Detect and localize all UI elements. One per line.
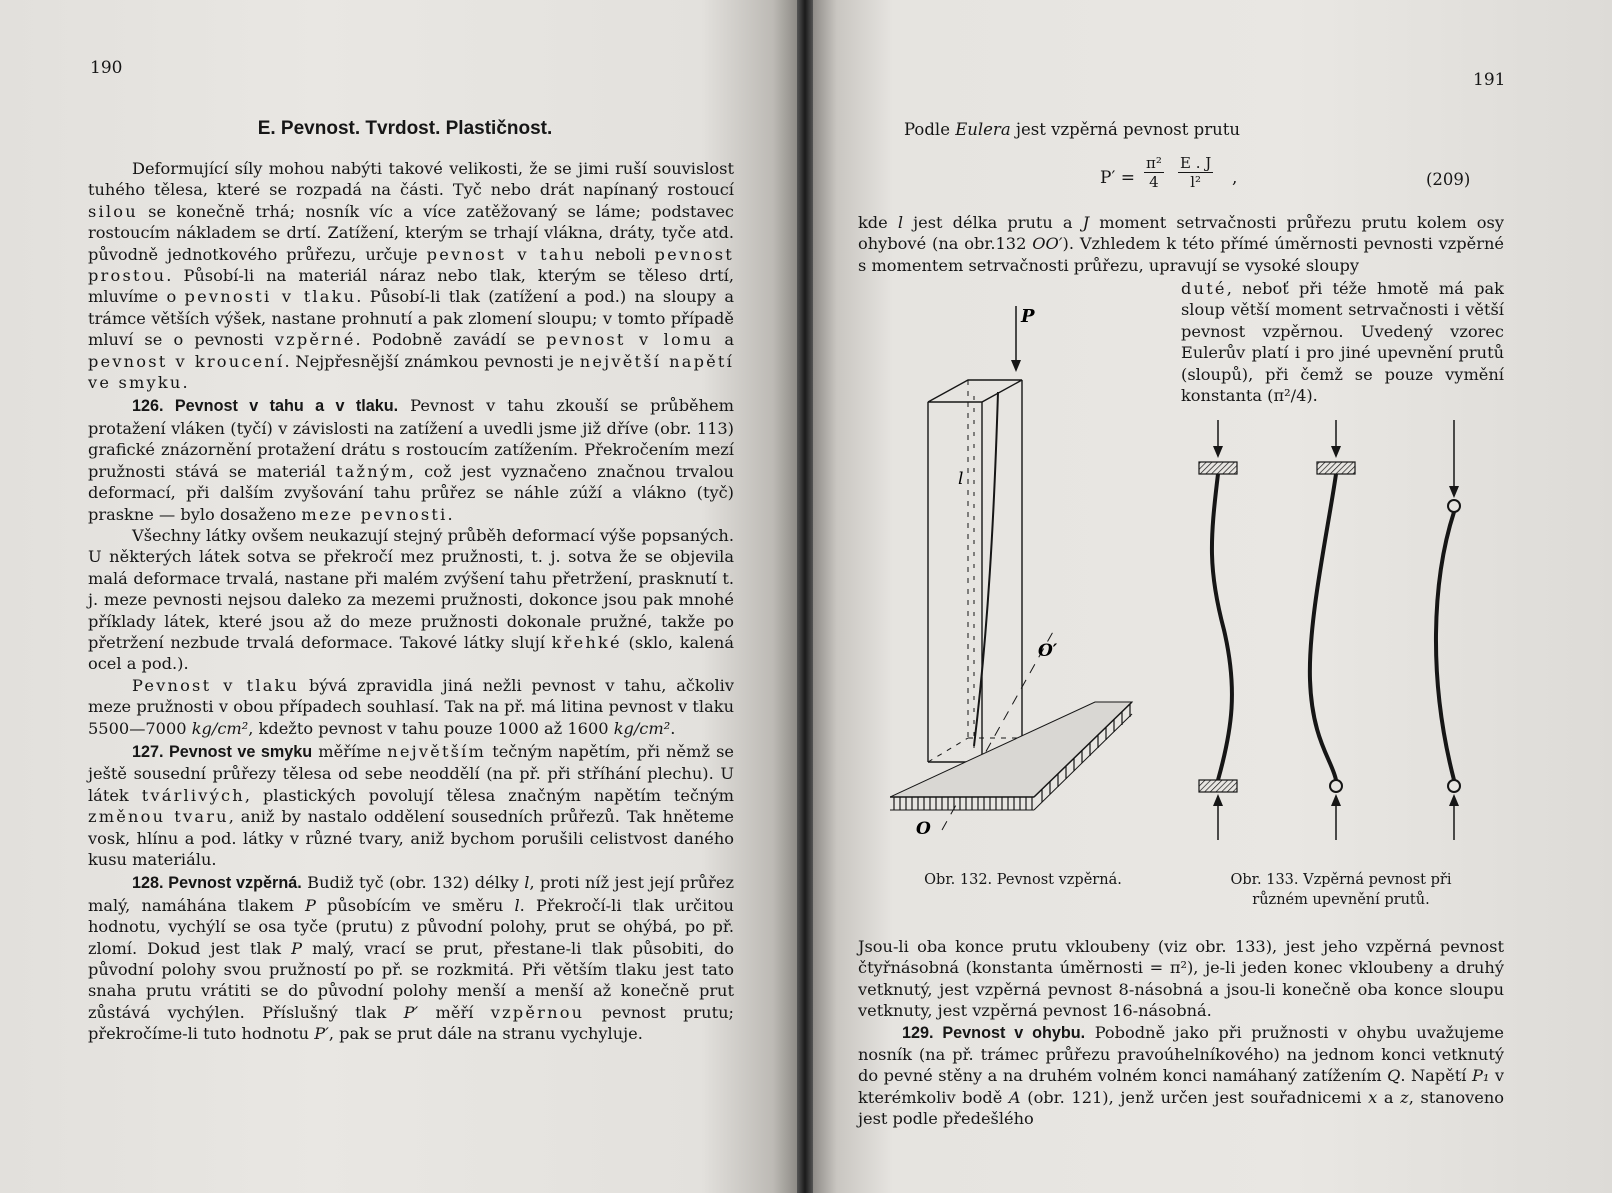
right-page-number: 191 <box>1473 70 1506 90</box>
book-gutter <box>797 0 813 1193</box>
caption-132: Obr. 132. Pevnost vzpěrná. <box>924 872 1122 888</box>
left-page-number: 190 <box>90 58 123 78</box>
section-127-paragraph: 127. Pevnost ve smyku měříme největším tečným napětím, při němž se ještě sousední průřezy tělesa od sebe neoddělí (na př. při stříhání plechu). U látek tvárlivých, plastických povolují tělesa značným napětím tečným změnou tvaru, aniž by nastalo oddělení sousedních průřezů. Tak hněteme vosk, hlínu a pod. látky v různé tvary, aniž bychom porušili celistvost daného kusu materiálu. <box>88 741 734 869</box>
formula-lhs: P′ = <box>1100 168 1135 188</box>
rod-fixed-fixed <box>1199 420 1237 840</box>
left-column <box>88 158 734 1045</box>
euler-intro: Podle Eulera jest vzpěrná pevnost prutu <box>904 120 1240 139</box>
paragraph-pevnost-v-tlaku: Pevnost v tlaku bývá zpravidla jiná nežli pevnost v tahu, ačkoliv meze pružnosti v obou případech souhlasí. Tak na př. má litina pevnost v tlaku 5500—7000 kg/cm², kdežto pevnost v tahu pouze 1000 až 1600 kg/cm². <box>88 675 734 738</box>
formula-fraction-2: $\frac{E . J}{\text{l²}}$ <box>1180 154 1212 191</box>
section-127-heading: 127. Pevnost ve smyku <box>132 742 313 761</box>
section-heading: E. Pevnost. Tvrdost. Plastičnost. <box>257 118 553 139</box>
label-l: l <box>958 469 964 489</box>
figure-133 <box>1180 420 1494 872</box>
caption-133: Obr. 133. Vzpěrná pevnost při různém upevnění prutů. <box>1230 872 1452 908</box>
formula-comma: , <box>1232 168 1238 188</box>
paragraph-vsechny: Všechny látky ovšem neukazují stejný průběh deformací výše popsaných. U některých látek sotva se překročí mez pružnosti, t. j. sotva že se objevila malá deformace trvalá, nastane při malém zvýšení tahu přetržení, prasknutí t. j. meze pevnosti nejsou daleko za mezemi pružnosti, dokonce jsou pak mnohé příklady látek, které jsou až do meze pružnosti dokonale pružné, takže po přetržení nezbude trvalá deformace. Takové látky slují křehké (sklo, kalená ocel a pod.). <box>88 525 734 674</box>
right-bottom-column <box>858 936 1504 1130</box>
buckled-rod <box>974 392 998 746</box>
paragraph-dute: duté, neboť při téže hmotě má pak sloup větší moment setrvačnosti i větší pevnost vzpěrnou. Uvedený vzorec Eulerův platí i pro jiné upevnění prutů (sloupů), při čemž se pouze vymění konstanta (π²/4). <box>1181 279 1504 406</box>
section-126-paragraph: 126. Pevnost v tahu a v tlaku. Pevnost v tahu zkouší se průběhem protažení vláken (tyčí) v závislosti na zatížení a uvedli jsme již dříve (obr. 113) grafické znázornění protažení drátu s rostoucím zatížením. Překročením mezí pružnosti stává se materiál tažným, což jest vyznačeno značnou trvalou deformací, při dalším zvyšování tahu průřez se náhle zúží a vlákno (tyč) praskne — bylo dosaženo meze pevnosti. <box>88 396 734 524</box>
paragraph-jsouli: Jsou-li oba konce prutu vkloubeny (viz obr. 133), jest jeho vzpěrná pevnost čtyřnásobná (konstanta úměrnosti = π²), je-li jeden konec vkloubeny a druhý vetknutý, jest vzpěrná pevnost 8-násobná a jsou-li konečně oba konce sloupu vetknuty, jest vzpěrná pevnost 16-násobná. <box>858 937 1504 1021</box>
figure-132 <box>890 300 1156 860</box>
rod-pinned-pinned <box>1436 420 1460 840</box>
intro-paragraph: Deformující síly mohou nabýti takové velikosti, že se jimi ruší souvislost tuhého tělesa, které se rozpadá na části. Tyč nebo drát napínaný rostoucí silou se konečně trhá; nosník víc a více zatěžovaný se láme; podstavec rostoucím nákladem se drtí. Zatížení, kterým se trhají vlákna, dráty, tyče atd. původně jednotkového průřezu, určuje pevnost v tahu neboli pevnost prostou. Působí-li na materiál náraz nebo tlak, kterým se těleso drtí, mluvíme o pevnosti v tlaku. Působí-li tlak (zatížení a pod.) na sloupy a trámce větších výšek, nastane prohnutí a pak zlomení sloupu; v tomto případě mluví se o pevnosti vzpěrné. Podobně zavádí se pevnost v lomu a pevnost v kroucení. Nejpřesnější známkou pevnosti je největší napětí ve smyku. <box>88 159 735 393</box>
euler-formula <box>1100 154 1260 208</box>
label-O: O <box>916 819 931 839</box>
label-O-prime: O′ <box>1038 641 1058 661</box>
section-129-paragraph: 129. Pevnost v ohybu. Pobodně jako při pružnosti v ohybu uvažujeme nosník (na př. trámec průřezu pravoúhelníkového) na jednom konci vetknutý do pevné stěny a na druhém volném konci namáhaný zatížením Q. Napětí P₁ v kterémkoliv bodě A (obr. 121), jenž určen jest souřadnicemi x a z, stanoveno jest podle předešlého <box>858 1022 1504 1129</box>
section-126-heading: 126. Pevnost v tahu a v tlaku. <box>132 397 399 416</box>
section-128-heading: 128. Pevnost vzpěrná. <box>132 874 302 893</box>
force-arrow-P <box>1011 306 1021 372</box>
section-128-paragraph: 128. Pevnost vzpěrná. Budiž tyč (obr. 132) délky l, proti níž jest její průřez malý, namáhána tlakem P působícím ve směru l. Překročí-li tlak určitou hodnotu, vychýlí se osa tyče (prutu) z původní polohy, prut se ohýbá, po př. zlomí. Dokud jest tlak P malý, vrací se prut, přestane-li tlak působiti, do původní polohy svou pružností po př. se rozkmitá. Při větším tlaku jest tato snaha prutu vrátiti se do původní polohy menší a menší až konečně prut zůstává vychýlen. Příslušný tlak P′ měří vzpěrnou pevnost prutu; překročíme-li tuto hodnotu P′, pak se prut dále na stranu vychyluje. <box>88 873 734 1044</box>
rod-fixed-pinned <box>1310 420 1355 840</box>
formula-fraction-1: $\frac{\text{π²}}{4}$ <box>1146 154 1162 191</box>
column-prism <box>928 380 1022 762</box>
label-P: P <box>1021 306 1035 327</box>
paragraph-kde: kde l jest délka prutu a J moment setrvačnosti průřezu prutu kolem osy ohybové (na obr.132 OO′). Vzhledem k této přímé úměrnosti pevnosti vzpěrné s momentem setrvačnosti průřezu, upravují se vysoké sloupy <box>858 213 1505 275</box>
equation-number: (209) <box>1426 170 1471 189</box>
base-plate <box>890 702 1132 810</box>
section-129-heading: 129. Pevnost v ohybu. <box>902 1023 1086 1042</box>
